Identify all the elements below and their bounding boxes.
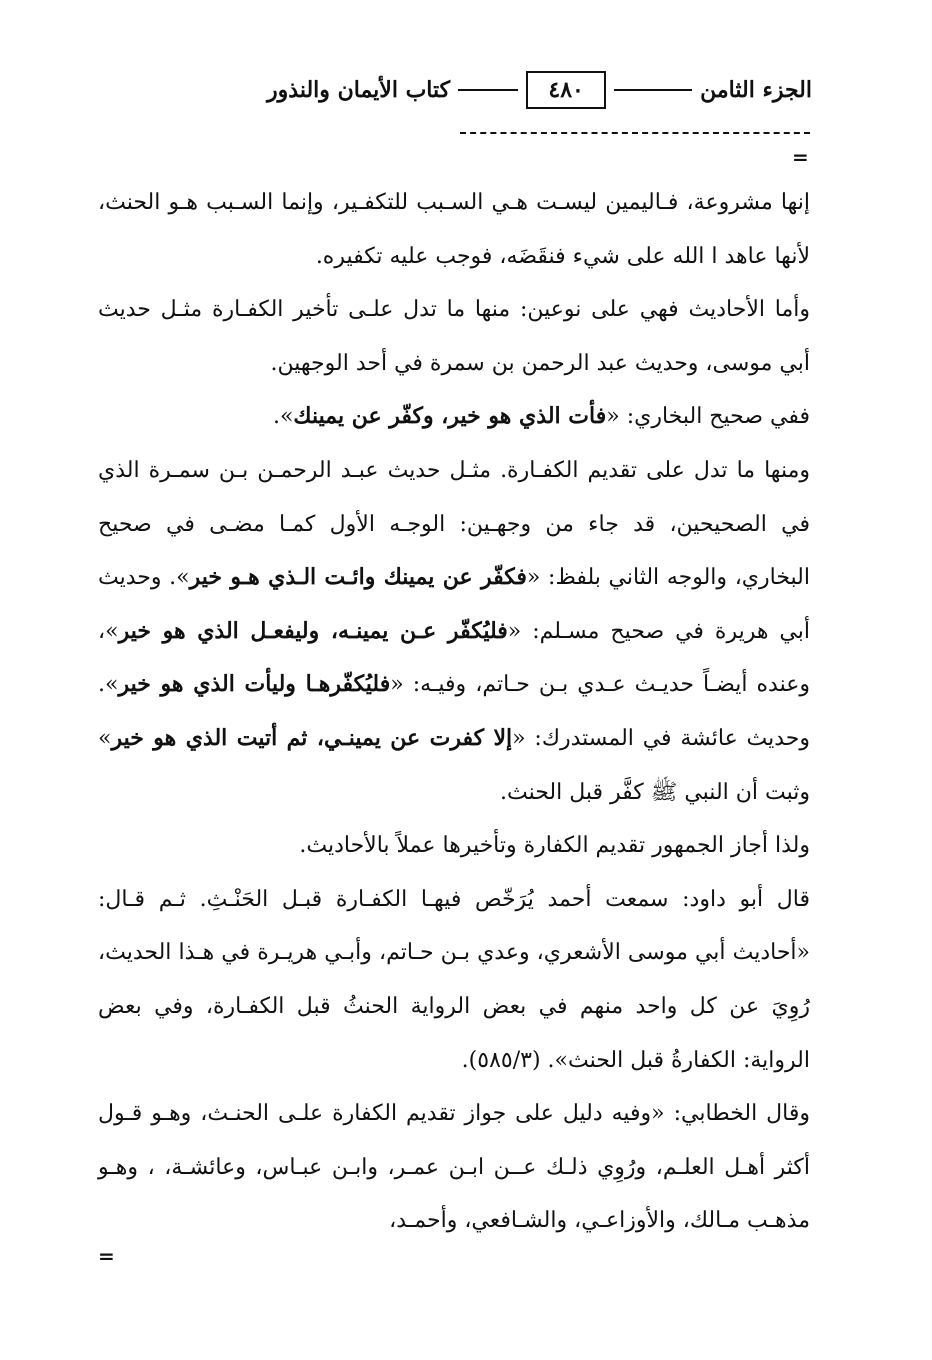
text-run: »، وعنده أيضـاً حديـث عـدي بـن حـاتم، وفيـه: « bbox=[98, 618, 810, 698]
text-run: » وثبت أن النبي ﷺ كفَّر قبل الحنث. bbox=[98, 725, 810, 805]
paragraph bbox=[98, 176, 810, 283]
text-run: وأما الأحاديث فهي على نوعين: منها ما تدل علـى تأخير الكفـارة مثـل حديث أبي موسى، وحديث عبد الرحمن بن سمرة في أحد الوجهين. bbox=[98, 297, 810, 376]
paragraph bbox=[98, 873, 810, 1087]
paragraph bbox=[98, 1087, 810, 1248]
volume-label: الجزء الثامن bbox=[700, 77, 812, 103]
text-run: قال أبو داود: سمعت أحمد يُرَخّص فيهـا الكفـارة قبـل الحَنْـثِ. ثـم قـال: «أحاديث أبي موسى الأشعري، وعدي بـن حـاتم، وأبـي هريـرة في هـذا الحديث، رُوِيَ عن كل واحد منهم في بعض الرواية الحنثُ قبل الكفـارة، وفي بعض الرواية: الكفارةُ قبل الحنث». (٥٨٥/٣). bbox=[98, 886, 810, 1073]
text-run: ». وحديث أبي هريرة في صحيح مسـلم: « bbox=[98, 565, 810, 644]
continuation-mark-top: = bbox=[792, 145, 809, 169]
continuation-mark-bottom: = bbox=[98, 1244, 115, 1268]
paragraph bbox=[98, 390, 810, 444]
page-header bbox=[100, 66, 812, 114]
text-run: ومنها ما تدل على تقديم الكفـارة. مثـل حديث عبـد الرحمـن بـن سمـرة الذي في الصحيحين، قد جاء من وجهـين: الوجـه الأول كمـا مضـى في صحيح البخاري، والوجه الثاني بلفظ: « bbox=[98, 457, 810, 591]
hadith-quote: فليُكفّرهـا وليأت الذي هو خير bbox=[118, 671, 391, 698]
paragraph bbox=[98, 444, 810, 819]
hadith-quote: فأت الذي هو خير، وكفّر عن يمينك bbox=[293, 403, 607, 430]
header-rule bbox=[458, 89, 518, 91]
text-run: ولذا أجاز الجمهور تقديم الكفارة وتأخيرها عملاً بالأحاديث. bbox=[299, 833, 810, 859]
paragraph bbox=[98, 819, 810, 873]
text-run: إنها مشروعة، فـاليمين ليسـت هـي السـبب للتكفـير، وإنما السـبب هـو الحنث، لأنها عاهد ا الله على شيء فنقَضَه، فوجب عليه تكفيره. bbox=[98, 190, 810, 269]
header-rule bbox=[614, 89, 692, 91]
hadith-quote: فليُكفّر عـن يمينـه، وليفعـل الذي هو خير bbox=[118, 617, 508, 644]
hadith-quote: فكفّر عن يمينك وائـت الـذي هـو خير bbox=[189, 564, 527, 591]
text-run: ففي صحيح البخاري: « bbox=[606, 404, 810, 430]
paragraph bbox=[98, 283, 810, 390]
page-number-box: ٤٨٠ bbox=[526, 71, 606, 109]
hadith-quote: إلا كفرت عن يمينـي، ثم أتيت الذي هو خير bbox=[111, 724, 513, 751]
text-run: وقال الخطابي: «وفيه دليل على جواز تقديم الكفارة علـى الحنـث، وهـو قـول أكثر أهـل العلـم، ورُوِي ذلـك عــن ابـن عمـر، وابـن عبـاس، وعائشـة، ، وهـو مذهـب مـالك، والأوزاعـي، والشـافعي، وأحمـد، bbox=[98, 1101, 810, 1234]
text-run: ». وحديث عائشة في المستدرك: « bbox=[98, 672, 810, 751]
footnote-separator-rule bbox=[460, 132, 810, 134]
text-run: ». bbox=[272, 404, 294, 430]
book-title: كتاب الأيمان والنذور bbox=[267, 77, 451, 103]
body-text bbox=[98, 176, 810, 1248]
